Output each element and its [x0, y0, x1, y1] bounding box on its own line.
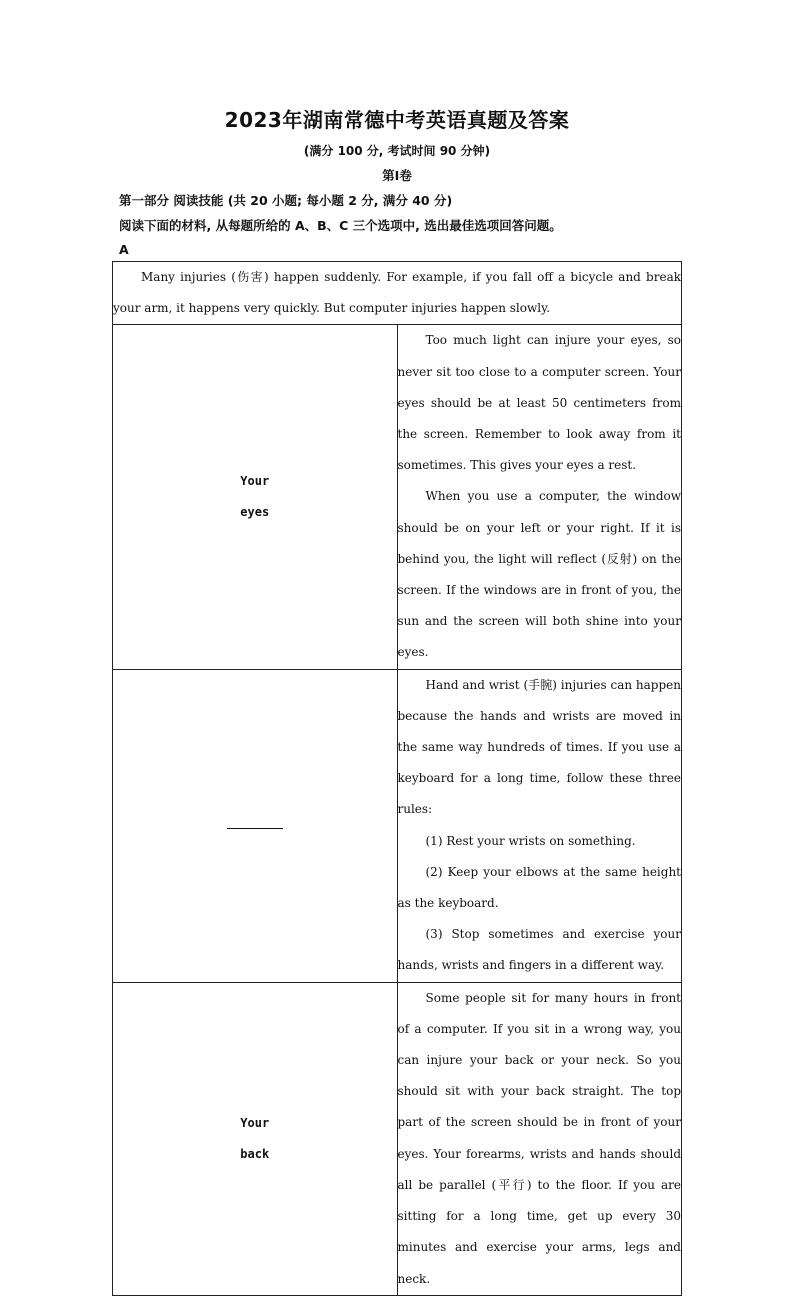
- paragraph: When you use a computer, the window should be on your left or your right. If it is behind you, the light will reflect (反射) on the screen. If the windows are in front of you, the sun and the screen will both shine into your eyes.: [397, 489, 681, 660]
- row-content: [397, 982, 682, 1295]
- section-label: A: [119, 242, 129, 257]
- paragraph: Hand and wrist (手腕) injuries can happen because the hands and wrists are moved in the same way hundreds of times. If you use a keyboard for a long time, follow these three rules:: [397, 677, 681, 817]
- passage-table: [112, 261, 682, 1296]
- row-content: [397, 669, 682, 982]
- paragraph: Too much light can injure your eyes, so never sit too close to a computer screen. Your eyes should be at least 50 centimeters from the screen. Remember to look away from it sometimes. This gives your eyes a rest.: [397, 333, 681, 473]
- table-row: [113, 325, 682, 669]
- row-label-eyes: [113, 325, 398, 669]
- row-label-line: Your: [240, 1115, 270, 1130]
- rule-item: (1) Rest your wrists on something.: [425, 833, 636, 848]
- row-label-back: [113, 982, 398, 1295]
- row-label-blank: [113, 669, 398, 982]
- answer-blank: [227, 814, 283, 829]
- paragraph: Some people sit for many hours in front of a computer. If you sit in a wrong way, you can injure your back or your neck. So you should sit with your back straight. The top part of the screen should be in front of your eyes. Your forearms, wrists and hands should all be parallel (平行) to the floor. If you are sitting for a long time, get up every 30 minutes and exercise your arms, legs and neck.: [397, 990, 681, 1286]
- intro-row: [113, 262, 682, 325]
- table-row: [113, 669, 682, 982]
- exam-info: (满分 100 分, 考试时间 90 分钟): [303, 144, 491, 158]
- document-title: 2023年湖南常德中考英语真题及答案: [224, 108, 570, 132]
- row-label-line: Your: [240, 474, 270, 489]
- rule-item: (2) Keep your elbows at the same height as the keyboard.: [397, 864, 681, 911]
- instruction-text: 阅读下面的材料, 从每题所给的 A、B、C 三个选项中, 选出最佳选项回答问题。: [119, 218, 562, 233]
- intro-paragraph: Many injuries (伤害) happen suddenly. For example, if you fall off a bicycle and break your arm, it happens very quickly. But computer injuries happen slowly.: [113, 270, 681, 316]
- rule-item: (3) Stop sometimes and exercise your hands, wrists and fingers in a different way.: [397, 927, 681, 973]
- row-label-line: eyes: [240, 505, 270, 520]
- volume-heading: 第Ⅰ卷: [382, 168, 412, 183]
- intro-cell: [113, 262, 682, 325]
- row-content: [397, 325, 682, 669]
- part-heading: 第一部分 阅读技能 (共 20 小题; 每小题 2 分, 满分 40 分): [119, 193, 453, 208]
- table-row: [113, 982, 682, 1295]
- row-label-line: back: [240, 1146, 270, 1161]
